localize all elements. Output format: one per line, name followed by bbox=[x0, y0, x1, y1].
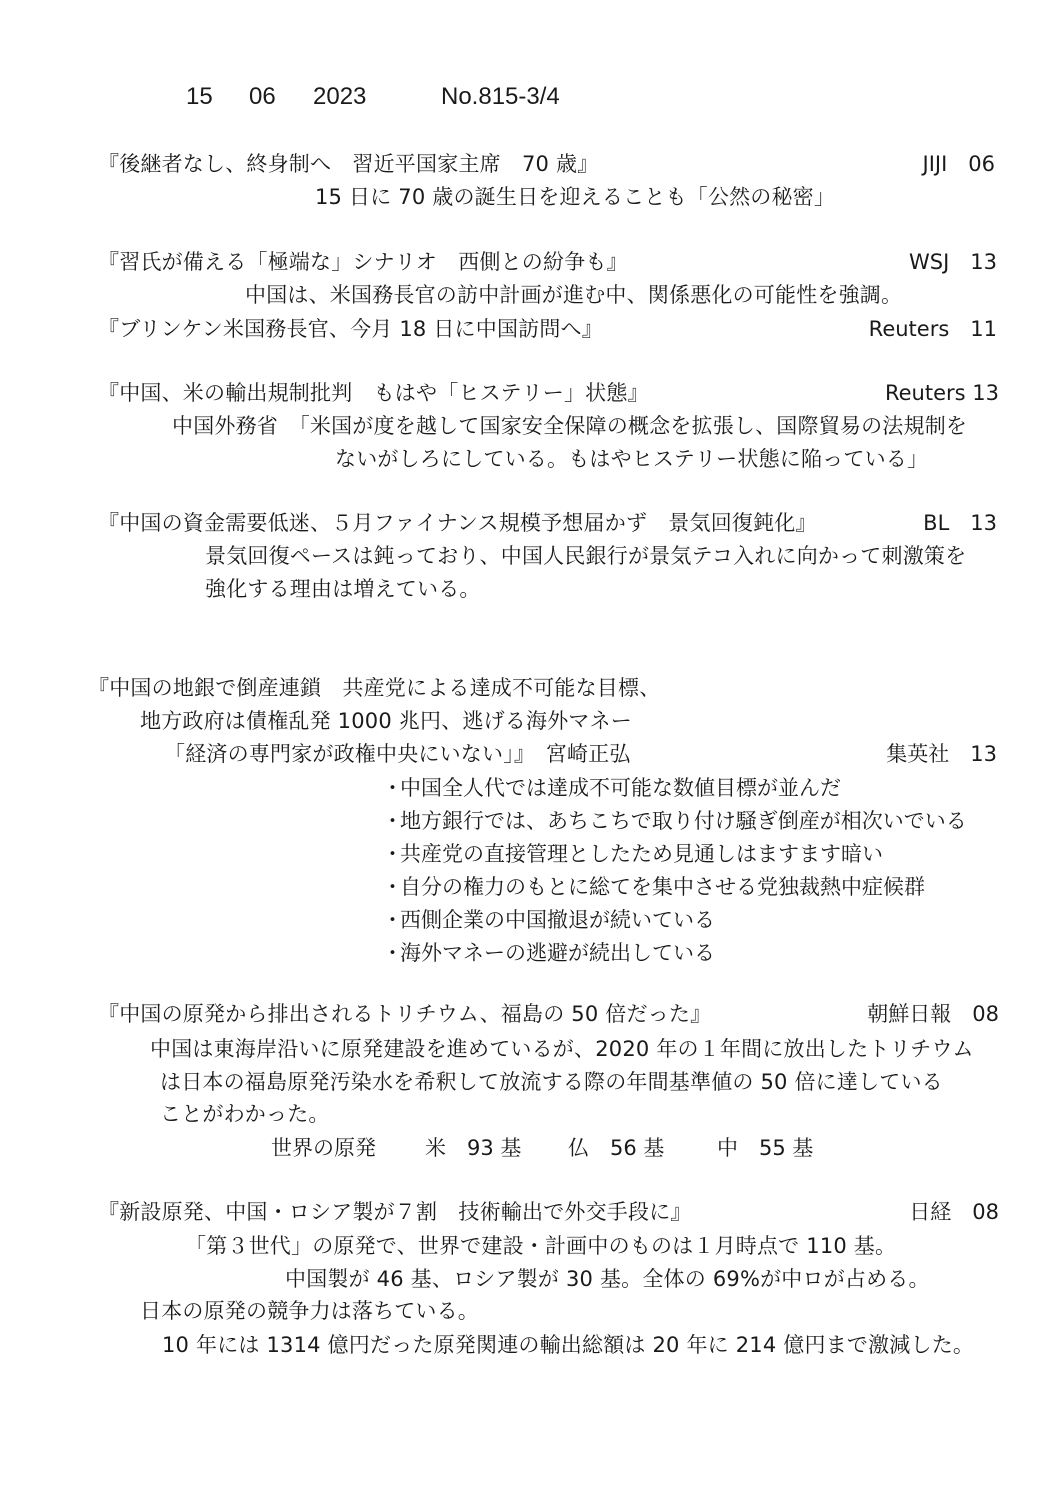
article-8-body-2: 中国製が 46 基、ロシア製が 30 基。全体の 69%が中ロが占める。 bbox=[285, 1267, 930, 1291]
nuclear-stats-fr: 仏 56 基 bbox=[568, 1136, 665, 1160]
article-5-body-1: 景気回復ペースは鈍っており、中国人民銀行が景気テコ入れに向かって刺激策を bbox=[205, 544, 967, 568]
article-6-title-3: 「経済の専門家が政権中央にいない」』 宮崎正弘 bbox=[164, 742, 631, 766]
list-item: ・共産党の直接管理としたため見通しはますます暗い bbox=[382, 838, 967, 871]
article-7-source: 朝鮮日報 08 bbox=[867, 1002, 999, 1026]
article-6-bullet-list bbox=[382, 772, 967, 970]
article-8-body-1: 「第３世代」の原発で、世界で建設・計画中のものは１月時点で 110 基。 bbox=[185, 1234, 897, 1258]
nuclear-stats-us: 米 93 基 bbox=[425, 1136, 522, 1160]
article-4-source: Reuters 13 bbox=[884, 381, 999, 405]
bullet-mark: ・ bbox=[382, 842, 403, 866]
article-8-body-3: 日本の原発の競争力は落ちている。 bbox=[140, 1299, 479, 1323]
article-4-body-2: ないがしろにしている。もはやヒステリー状態に陥っている」 bbox=[335, 447, 929, 471]
nuclear-stats-cn: 中 55 基 bbox=[717, 1136, 814, 1160]
list-item: ・中国全人代では達成不可能な数値目標が並んだ bbox=[382, 772, 967, 805]
article-5-title: 『中国の資金需要低迷、５月ファイナンス規模予想届かず 景気回復鈍化』 bbox=[98, 511, 817, 535]
article-5-source: BL 13 bbox=[923, 511, 997, 535]
header-day: 15 bbox=[186, 83, 213, 110]
bullet-mark: ・ bbox=[382, 941, 403, 965]
bullet-mark: ・ bbox=[382, 875, 403, 899]
article-7-body-1: 中国は東海岸沿いに原発建設を進めているが、2020 年の１年間に放出したトリチウム bbox=[150, 1037, 974, 1061]
nuclear-stats-label: 世界の原発 bbox=[271, 1136, 376, 1160]
article-1-source: JIJI 06 bbox=[922, 152, 995, 176]
header-issue: No.815-3/4 bbox=[441, 83, 560, 110]
article-6-title-2: 地方政府は債権乱発 1000 兆円、逃げる海外マネー bbox=[140, 709, 632, 733]
article-4-title: 『中国、米の輸出規制批判 もはや「ヒステリー」状態』 bbox=[98, 381, 649, 405]
article-1-body-1: 15 日に 70 歳の誕生日を迎えることも「公然の秘密」 bbox=[315, 185, 836, 209]
bullet-mark: ・ bbox=[382, 776, 403, 800]
article-5-body-2: 強化する理由は増えている。 bbox=[205, 577, 481, 601]
article-3-source: Reuters 11 bbox=[868, 317, 997, 341]
article-8-body-4: 10 年には 1314 億円だった原発関連の輸出総額は 20 年に 214 億円まで激減した。 bbox=[162, 1333, 975, 1357]
list-item: ・地方銀行では、あちこちで取り付け騒ぎ倒産が相次いでいる bbox=[382, 805, 967, 838]
article-2-source: WSJ 13 bbox=[908, 250, 997, 274]
header-month: 06 bbox=[249, 83, 276, 110]
article-4-body-1: 中国外務省 「米国が度を越して国家安全保障の概念を拡張し、国際貿易の法規制を bbox=[172, 414, 968, 438]
article-3-title: 『ブリンケン米国務長官、今月 18 日に中国訪問へ』 bbox=[98, 317, 603, 341]
article-8-source: 日経 08 bbox=[909, 1200, 999, 1224]
list-item: ・自分の権力のもとに総てを集中させる党独裁熱中症候群 bbox=[382, 871, 967, 904]
bullet-mark: ・ bbox=[382, 809, 403, 833]
bullet-mark: ・ bbox=[382, 908, 403, 932]
article-6-source: 集英社 13 bbox=[886, 742, 997, 766]
article-1-title: 『後継者なし、終身制へ 習近平国家主席 70 歳』 bbox=[98, 152, 599, 176]
header-year: 2023 bbox=[313, 83, 367, 110]
list-item: ・海外マネーの逃避が続出している bbox=[382, 937, 967, 970]
article-8-title: 『新設原発、中国・ロシア製が７割 技術輸出で外交手段に』 bbox=[98, 1200, 692, 1224]
article-7-body-2: は日本の福島原発汚染水を希釈して放流する際の年間基準値の 50 倍に達している bbox=[160, 1070, 943, 1094]
article-7-title: 『中国の原発から排出されるトリチウム、福島の 50 倍だった』 bbox=[98, 1002, 712, 1026]
article-2-body-1: 中国は、米国務長官の訪中計画が進む中、関係悪化の可能性を強調。 bbox=[245, 283, 903, 307]
list-item: ・西側企業の中国撤退が続いている bbox=[382, 904, 967, 937]
article-6-title-1: 『中国の地銀で倒産連鎖 共産党による達成不可能な目標、 bbox=[88, 676, 661, 700]
article-2-title: 『習氏が備える「極端な」シナリオ 西側との紛争も』 bbox=[98, 250, 628, 274]
article-7-body-3: ことがわかった。 bbox=[160, 1102, 330, 1126]
